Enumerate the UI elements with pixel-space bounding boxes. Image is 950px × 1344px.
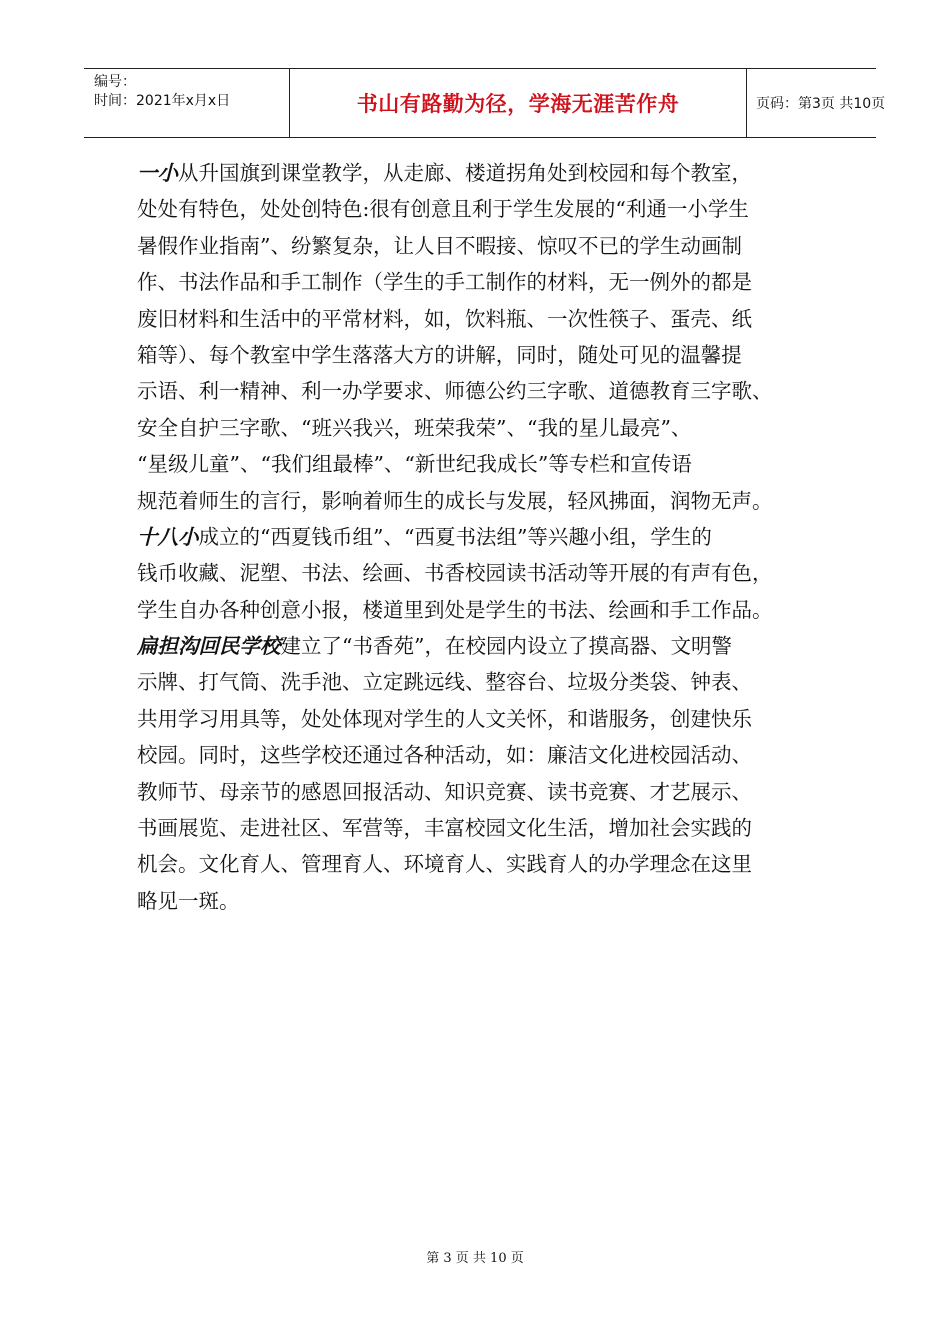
text-line (137, 701, 837, 737)
line-text: 校园。同时，这些学校还通过各种活动，如：廉洁文化进校园活动、 (137, 743, 752, 768)
line-text: 机会。文化育人、管理育人、环境育人、实践育人的办学理念在这里 (137, 852, 752, 877)
line-text: 暑假作业指南”、纷繁复杂，让人目不暇接、惊叹不已的学生动画制 (137, 233, 742, 258)
line-text: 学生自办各种创意小报，楼道里到处是学生的书法、绘画和手工作品。 (137, 597, 773, 622)
text-line (137, 628, 837, 664)
line-text: 教师节、母亲节的感恩回报活动、知识竞赛、读书竞赛、才艺展示、 (137, 779, 752, 804)
text-line (137, 228, 837, 264)
text-line (137, 191, 837, 227)
text-line (137, 737, 837, 773)
text-line (137, 810, 837, 846)
line-text: 钱币收藏、泥塑、书法、绘画、书香校园读书活动等开展的有声有色， (137, 561, 773, 586)
text-line (137, 337, 837, 373)
text-line (137, 301, 837, 337)
document-body (137, 155, 837, 919)
text-line (137, 373, 837, 409)
header-motto: 书山有路勤为径，学海无涯苦作舟 (289, 69, 747, 137)
line-text: 成立的“西夏钱币组”、“西夏书法组”等兴趣小组，学生的 (198, 524, 712, 549)
line-text: 示牌、打气筒、洗手池、立定跳远线、整容台、垃圾分类袋、钟表、 (137, 670, 752, 695)
line-text: 略见一斑。 (137, 888, 240, 913)
page-header (84, 68, 886, 138)
line-text: 作、书法作品和手工制作（学生的手工制作的材料，无一例外的都是 (137, 270, 752, 295)
line-text: 共用学习用具等，处处体现对学生的人文关怀，和谐服务，创建快乐 (137, 706, 752, 731)
lead-text: 扁担沟回民学校 (137, 634, 281, 659)
line-text: “星级儿童”、“我们组最棒”、“新世纪我成长”等专栏和宣传语 (137, 452, 692, 477)
line-text: 箱等）、每个教室中学生落落大方的讲解，同时，随处可见的温馨提 (137, 342, 742, 367)
text-line (137, 410, 837, 446)
date-label: 时间：2021年x月x日 (94, 93, 231, 109)
text-line (137, 664, 837, 700)
lead-text: 一小 (137, 161, 178, 185)
lead-text: 十八小 (137, 524, 199, 549)
text-line (137, 446, 837, 482)
header-page-info: 页码：第3页 共10页 (756, 96, 886, 112)
line-text: 规范着师生的言行，影响着师生的成长与发展，轻风拂面，润物无声。 (137, 488, 773, 513)
text-line (137, 592, 837, 628)
line-text: 书画展览、走进社区、军营等，丰富校园文化生活，增加社会实践的 (137, 816, 752, 841)
line-text: 示语、利一精神、利一办学要求、师德公约三字歌、道德教育三字歌、 (137, 379, 773, 404)
text-line (137, 264, 837, 300)
line-text: 安全自护三字歌、“班兴我兴，班荣我荣”、“我的星儿最亮”、 (137, 415, 692, 440)
text-line (137, 519, 837, 555)
line-text: 处处有特色，处处创特色:很有创意且利于学生发展的“利通一小学生 (137, 197, 749, 222)
page-footer: 第 3 页 共 10 页 (426, 1251, 524, 1266)
header-meta (94, 73, 289, 111)
text-line (137, 483, 837, 519)
line-text: 从升国旗到课堂教学，从走廊、楼道拐角处到校园和每个教室， (178, 161, 752, 185)
text-line (137, 155, 837, 191)
line-text: 废旧材料和生活中的平常材料，如，饮料瓶、一次性筷子、蛋壳、纸 (137, 306, 752, 331)
text-line (137, 846, 837, 882)
number-label: 编号： (94, 74, 136, 90)
text-line (137, 883, 837, 919)
text-line (137, 774, 837, 810)
text-line (137, 555, 837, 591)
line-text: 建立了“书香苑”，在校园内设立了摸高器、文明警 (280, 634, 732, 659)
